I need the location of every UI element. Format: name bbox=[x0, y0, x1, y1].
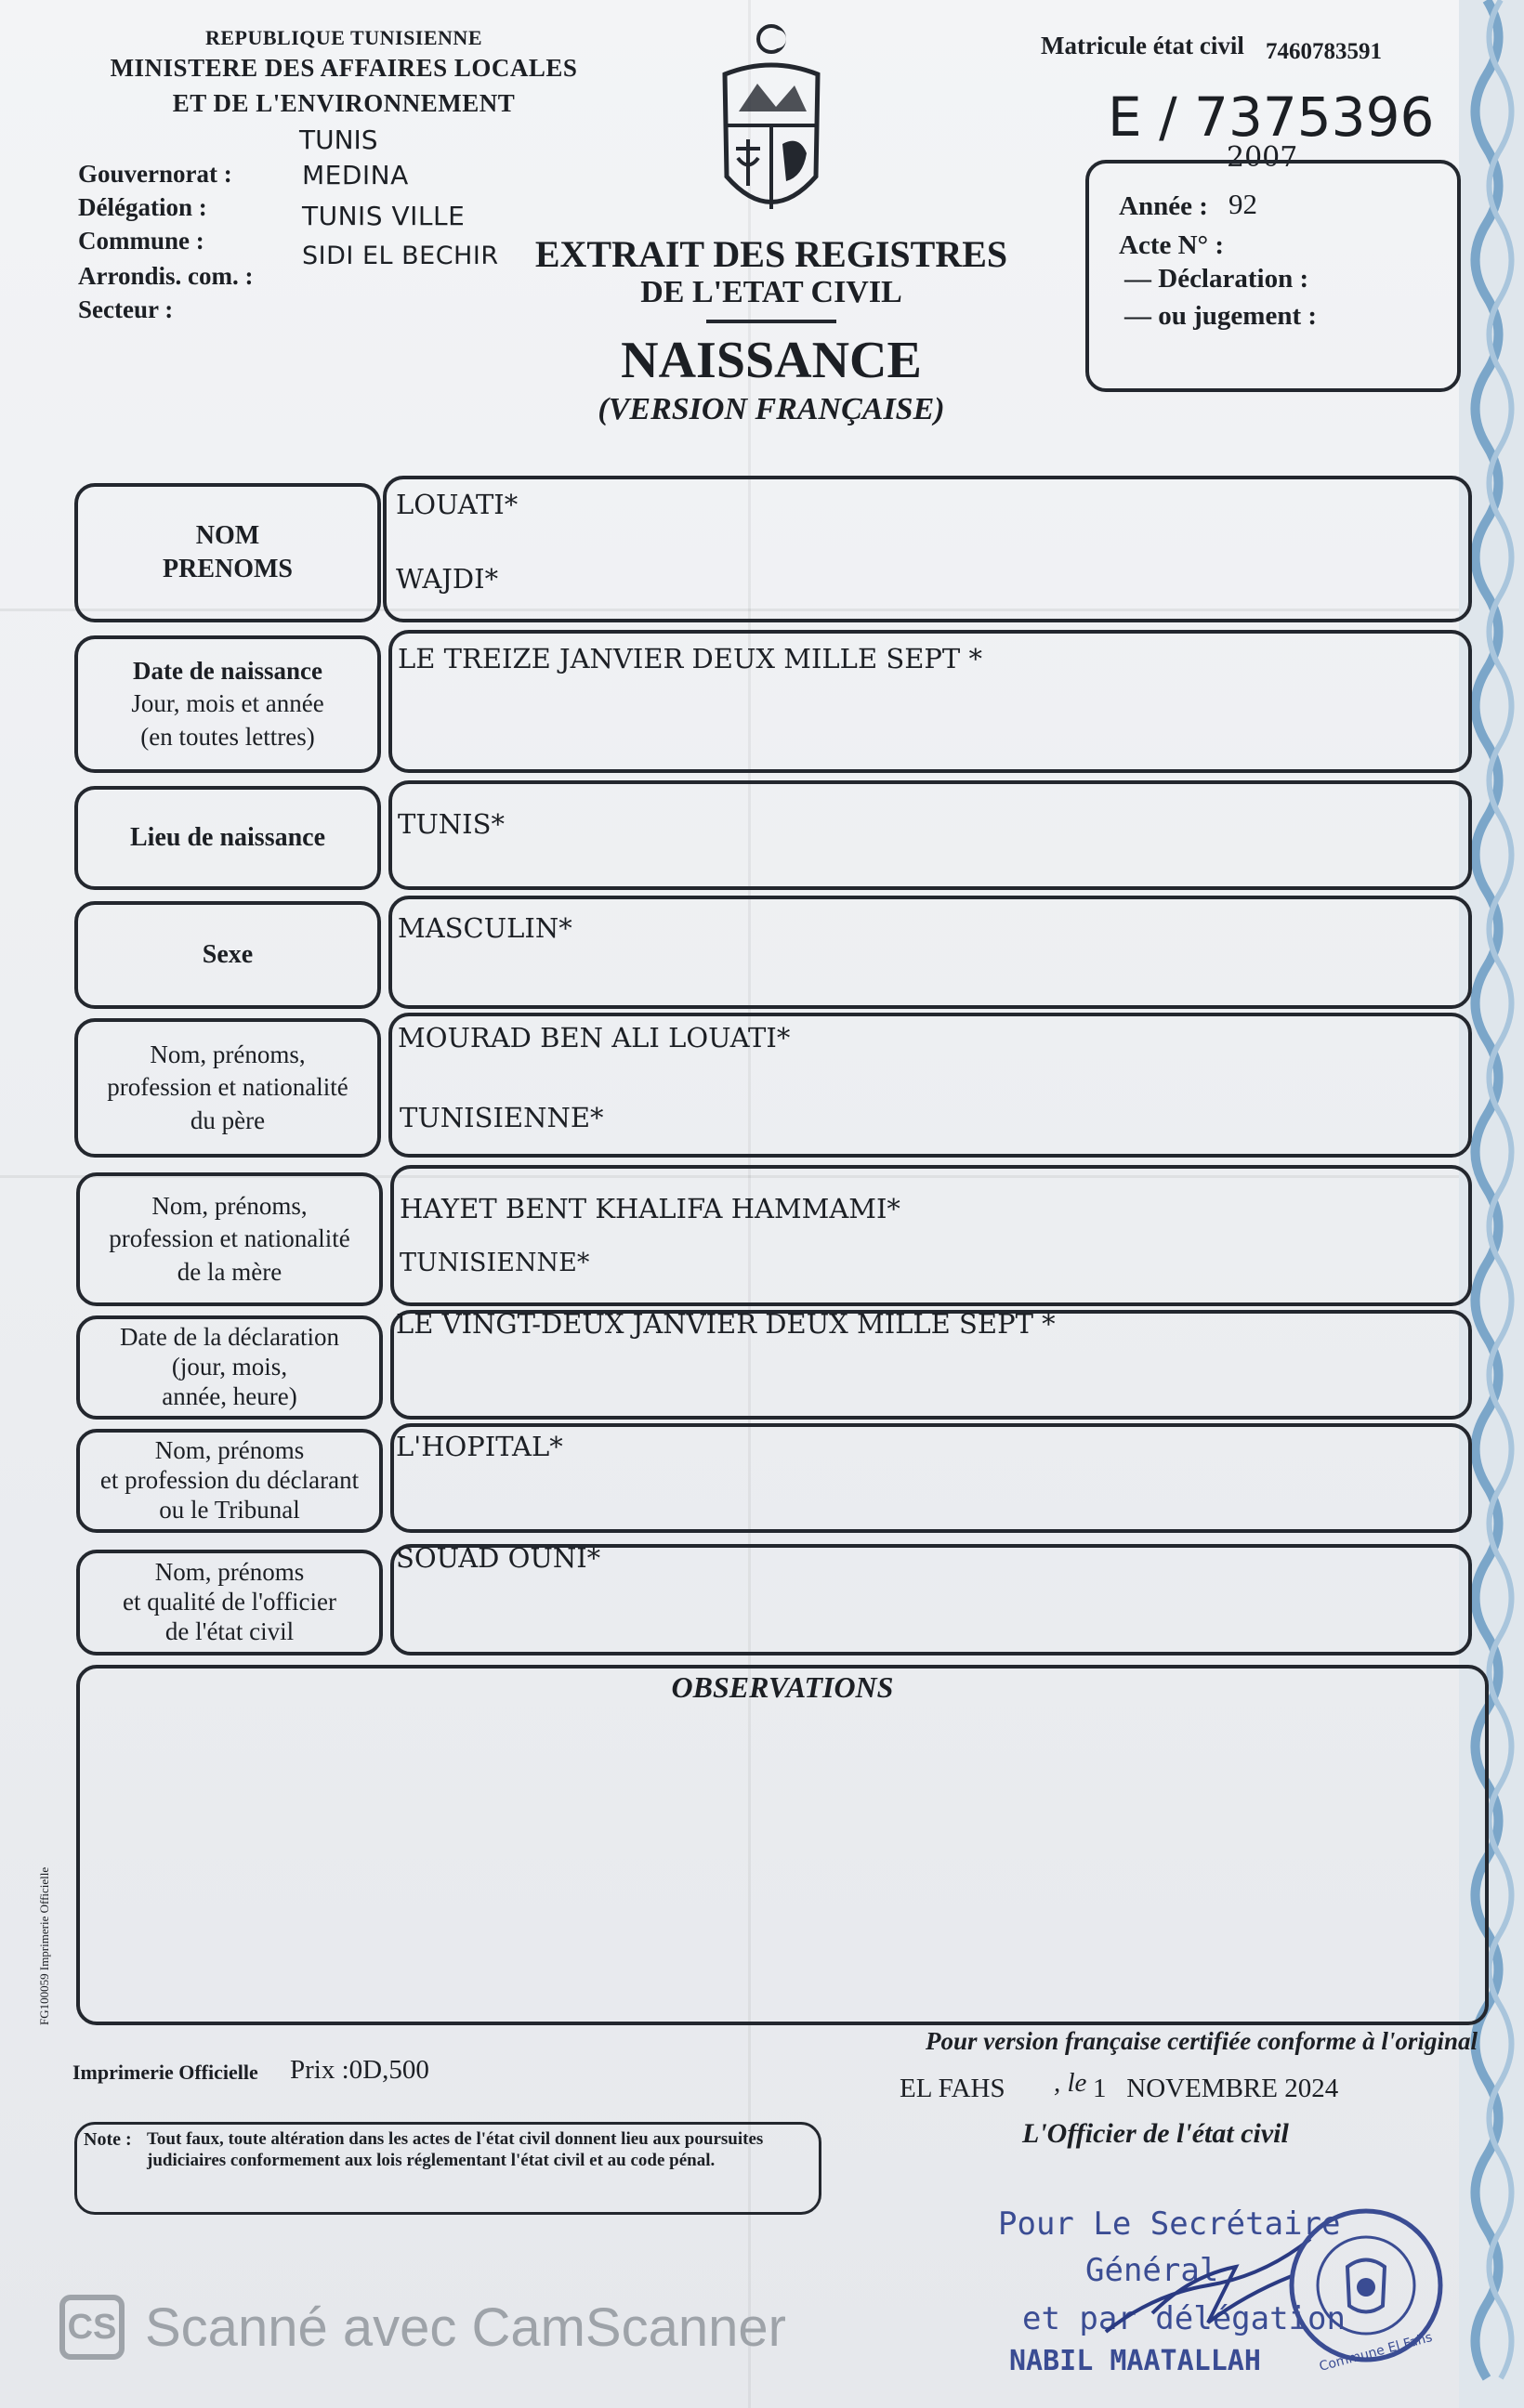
value-date-naissance: LE TREIZE JANVIER DEUX MILLE SEPT * bbox=[398, 643, 982, 674]
label-line: année, heure) bbox=[162, 1381, 297, 1410]
value-prenoms: WAJDI* bbox=[396, 563, 499, 595]
annee-label: Année : bbox=[1119, 191, 1208, 221]
value-lieu: TUNIS* bbox=[398, 808, 505, 840]
side-printer-text: FG100059 Imprimerie Officielle bbox=[37, 1866, 51, 2025]
row-value-box bbox=[388, 780, 1472, 890]
camscanner-logo-icon: CS bbox=[59, 2295, 125, 2360]
gouvernorat-value: MEDINA bbox=[302, 160, 409, 190]
label-line: Lieu de naissance bbox=[129, 822, 326, 852]
label-line: Sexe bbox=[202, 939, 254, 969]
date-prefix: , le bbox=[1054, 2068, 1087, 2098]
coat-of-arms-icon bbox=[706, 19, 836, 232]
observations-box bbox=[76, 1665, 1489, 2025]
label-line: PRENOMS bbox=[163, 555, 293, 583]
label-line: Nom, prénoms bbox=[154, 1558, 305, 1587]
row-label-date-naissance bbox=[78, 639, 377, 769]
delegation-label: Délégation : bbox=[78, 193, 207, 221]
gouvernorat-label: Gouvernorat : bbox=[78, 160, 232, 188]
serial-number: E / 7375396 bbox=[1108, 85, 1435, 149]
label-line: ou le Tribunal bbox=[159, 1495, 300, 1524]
title-sub: (VERSION FRANÇAISE) bbox=[598, 392, 945, 426]
camscanner-watermark bbox=[59, 2295, 786, 2360]
stamp-line2: Général bbox=[1085, 2252, 1219, 2289]
commune-value: SIDI EL BECHIR bbox=[302, 242, 499, 270]
label-line: profession et nationalité bbox=[107, 1073, 348, 1102]
year-handwritten: 2007 bbox=[1227, 141, 1298, 174]
row-label-mere bbox=[80, 1176, 379, 1302]
label-line: profession et nationalité bbox=[109, 1224, 350, 1253]
label-line: de la mère bbox=[177, 1257, 282, 1286]
jugement-label: — ou jugement : bbox=[1124, 301, 1318, 331]
row-value-box bbox=[390, 1165, 1472, 1306]
observations-title: OBSERVATIONS bbox=[671, 1670, 894, 1704]
stamp-line4: NABIL MAATALLAH bbox=[1009, 2345, 1261, 2377]
value-pere-nationalite: TUNISIENNE* bbox=[400, 1102, 604, 1133]
stamp-line1: Pour Le Secrétaire bbox=[998, 2205, 1341, 2243]
matricule-label: Matricule état civil bbox=[1041, 32, 1244, 59]
title-main: NAISSANCE bbox=[621, 332, 922, 389]
stamp-line3: et par délégation bbox=[1022, 2300, 1346, 2337]
arrondis-label: Arrondis. com. : bbox=[78, 262, 254, 290]
row-label-lieu bbox=[78, 790, 377, 886]
ministry-line1: MINISTERE DES AFFAIRES LOCALES bbox=[110, 54, 578, 82]
title-line1: EXTRAIT DES REGISTRES bbox=[534, 233, 1008, 275]
place: EL FAHS bbox=[900, 2074, 1005, 2103]
value-declaration: LE VINGT-DEUX JANVIER DEUX MILLE SEPT * bbox=[396, 1308, 1056, 1340]
label-line: NOM bbox=[195, 520, 260, 550]
ministry-line2: ET DE L'ENVIRONNEMENT bbox=[172, 89, 516, 117]
price: Prix :0D,500 bbox=[290, 2055, 429, 2085]
acte-label: Acte N° : bbox=[1119, 230, 1225, 260]
commune-label: Commune : bbox=[78, 227, 204, 255]
row-label-declarant bbox=[80, 1433, 379, 1529]
annee-value: 92 bbox=[1228, 188, 1257, 220]
label-line: Date de naissance bbox=[133, 657, 322, 686]
row-label-declaration bbox=[80, 1319, 379, 1416]
certified-label: Pour version française certifiée conforme à l'original bbox=[926, 2027, 1478, 2055]
printer-label: Imprimerie Officielle bbox=[72, 2061, 258, 2084]
title-divider bbox=[706, 320, 836, 323]
secteur-label: Secteur : bbox=[78, 295, 174, 323]
value-mere-nom: HAYET BENT KHALIFA HAMMAMI* bbox=[400, 1193, 900, 1224]
label-line: Date de la déclaration bbox=[119, 1323, 340, 1352]
label-line: (jour, mois, bbox=[171, 1353, 288, 1381]
value-mere-nationalite: TUNISIENNE* bbox=[400, 1249, 590, 1277]
row-label-sexe bbox=[78, 905, 377, 1005]
date: 1 NOVEMBRE 2024 bbox=[1093, 2074, 1339, 2103]
title-line2: DE L'ETAT CIVIL bbox=[640, 275, 902, 309]
label-line: Jour, mois et année bbox=[131, 689, 324, 718]
label-line: Nom, prénoms, bbox=[151, 1192, 308, 1221]
matricule-value: 7460783591 bbox=[1266, 39, 1382, 64]
value-officier: SOUAD OUNI* bbox=[396, 1542, 601, 1574]
republic-label: REPUBLIQUE TUNISIENNE bbox=[204, 26, 482, 49]
camscanner-text: Scanné avec CamScanner bbox=[145, 2297, 786, 2358]
value-declarant: L'HOPITAL* bbox=[396, 1431, 563, 1462]
value-pere-nom: MOURAD BEN ALI LOUATI* bbox=[398, 1022, 791, 1054]
label-line: et qualité de l'officier bbox=[122, 1588, 336, 1616]
label-line: Nom, prénoms, bbox=[150, 1040, 306, 1069]
city: TUNIS bbox=[299, 124, 378, 155]
row-label-officier bbox=[80, 1553, 379, 1652]
row-label-nom-prenoms bbox=[78, 487, 377, 619]
row-label-pere bbox=[78, 1022, 377, 1154]
value-sexe: MASCULIN* bbox=[398, 912, 572, 944]
seal-text: Commune El Fahs bbox=[1318, 2330, 1435, 2375]
declaration-label: — Déclaration : bbox=[1124, 264, 1309, 294]
label-line: et profession du déclarant bbox=[99, 1466, 360, 1495]
label-line: de l'état civil bbox=[164, 1616, 295, 1645]
note-text: Tout faux, toute altération dans les actes de l'état civil donnent lieu aux poursuites judiciaires conformement aux lois réglementant l'état civil et au code pénal. bbox=[147, 2129, 764, 2170]
label-line: Nom, prénoms bbox=[154, 1436, 305, 1465]
note-label: Note : bbox=[84, 2129, 132, 2150]
officer-label: L'Officier de l'état civil bbox=[1022, 2118, 1289, 2149]
row-value-box bbox=[383, 476, 1472, 622]
value-nom: LOUATI* bbox=[396, 489, 519, 520]
label-line: du père bbox=[190, 1106, 266, 1134]
delegation-value: TUNIS VILLE bbox=[302, 201, 466, 231]
label-line: (en toutes lettres) bbox=[140, 722, 315, 751]
